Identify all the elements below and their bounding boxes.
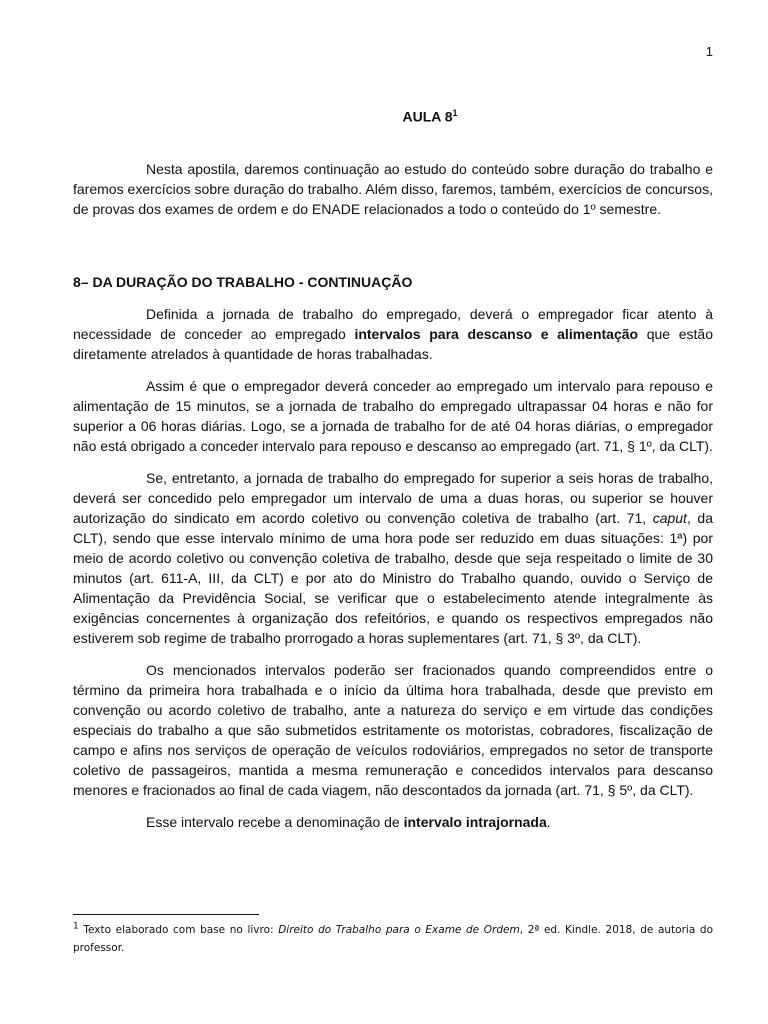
title-footnote-ref[interactable]: 1 [452, 108, 458, 118]
paragraph-2: Assim é que o empregador deverá conceder ao empregado um intervalo para repouso e alimentação de 15 minutos, se a jornada de trabalho do empregado ultrapassar 04 horas e não for superior a 06 horas diárias. Logo, se a jornada de trabalho for de até 04 horas diárias, o empregador não está obrigado a conceder intervalo para repouso e descanso ao empregado (art. 71, § 1º, da CLT). [73, 378, 713, 454]
section-body [73, 304, 713, 844]
paragraph-3 [73, 468, 713, 648]
p3-italic-term: caput [652, 510, 687, 526]
title-text: AULA 8 [402, 108, 453, 125]
section-heading: 8– DA DURAÇÃO DO TRABALHO - CONTINUAÇÃO [73, 274, 413, 290]
footnote-book-title: Direito do Trabalho para o Exame de Ordem [278, 924, 520, 936]
footnote-text-a: Texto elaborado com base no livro: [78, 924, 279, 936]
paragraph-1 [73, 304, 713, 364]
p1-text-c: que estão diretamente atrelados à quantidade de horas trabalhadas. [73, 326, 713, 362]
footnote-divider [73, 914, 259, 915]
footnote [73, 921, 713, 957]
intro-paragraph: Nesta apostila, daremos continuação ao estudo do conteúdo sobre duração do trabalho e faremos exercícios sobre duração do trabalho. Além disso, faremos, também, exercícios de concursos, de provas dos exames de ordem e do ENADE relacionados a todo o conteúdo do 1º semestre. [73, 161, 713, 217]
p5-text-c: . [546, 814, 551, 830]
paragraph-4: Os mencionados intervalos poderão ser fracionados quando compreendidos entre o término da primeira hora trabalhada e o início da última hora trabalhada, desde que previsto em convenção ou acordo coletivo de trabalho, ante a natureza do serviço e em virtude das condições especiais do trabalho a que são submetidos estritamente os motoristas, cobradores, fiscalização de campo e afins nos serviços de operação de veículos rodoviários, empregados no setor de transporte coletivo de passageiros, mantida a mesma remuneração e concedidos intervalos para descanso menores e fracionados ao final de cada viagem, não descontados da jornada (art. 71, § 5º, da CLT). [73, 662, 713, 798]
p3-text-a: Se, entretanto, a jornada de trabalho do empregado for superior a seis horas de trabalho, deverá ser concedido pelo empregador um intervalo de uma a duas horas, ou superior se houver autorização do sindicato em acordo coletivo ou convenção coletiva de trabalho (art. 71, [73, 470, 713, 526]
p3-text-c: , da CLT), sendo que esse intervalo mínimo de uma hora pode ser reduzido em duas situações: 1ª) por meio de acordo coletivo ou convenção coletiva de trabalho, desde que seja respeitado o limite de 30 minutos (art. 611-A, III, da CLT) e por ato do Ministro do Trabalho quando, ouvido o Serviço de Alimentação da Previdência Social, se verificar que o estabelecimento atende integralmente às exigências concernentes à organização dos refeitórios, e quando os respectivos empregados não estiverem sob regime de trabalho prorrogado a horas suplementares (art. 71, § 3º, da CLT). [73, 510, 713, 646]
footnote-marker: 1 [73, 921, 79, 932]
p5-text-a: Esse intervalo recebe a denominação de [146, 814, 404, 830]
page-title [0, 108, 768, 125]
intro-block [73, 159, 713, 231]
page-number: 1 [705, 44, 713, 59]
p5-bold-term: intervalo intrajornada [403, 814, 547, 830]
paragraph-5 [73, 812, 713, 832]
p1-bold-term: intervalos para descanso e alimentação [354, 326, 639, 342]
p1-text-a: Definida a jornada de trabalho do empregado, deverá o empregador ficar atento à necessidade de conceder ao empregado [73, 306, 713, 342]
footnote-text-c: , 2ª ed. Kindle. 2018, de autoria do professor. [73, 924, 713, 954]
